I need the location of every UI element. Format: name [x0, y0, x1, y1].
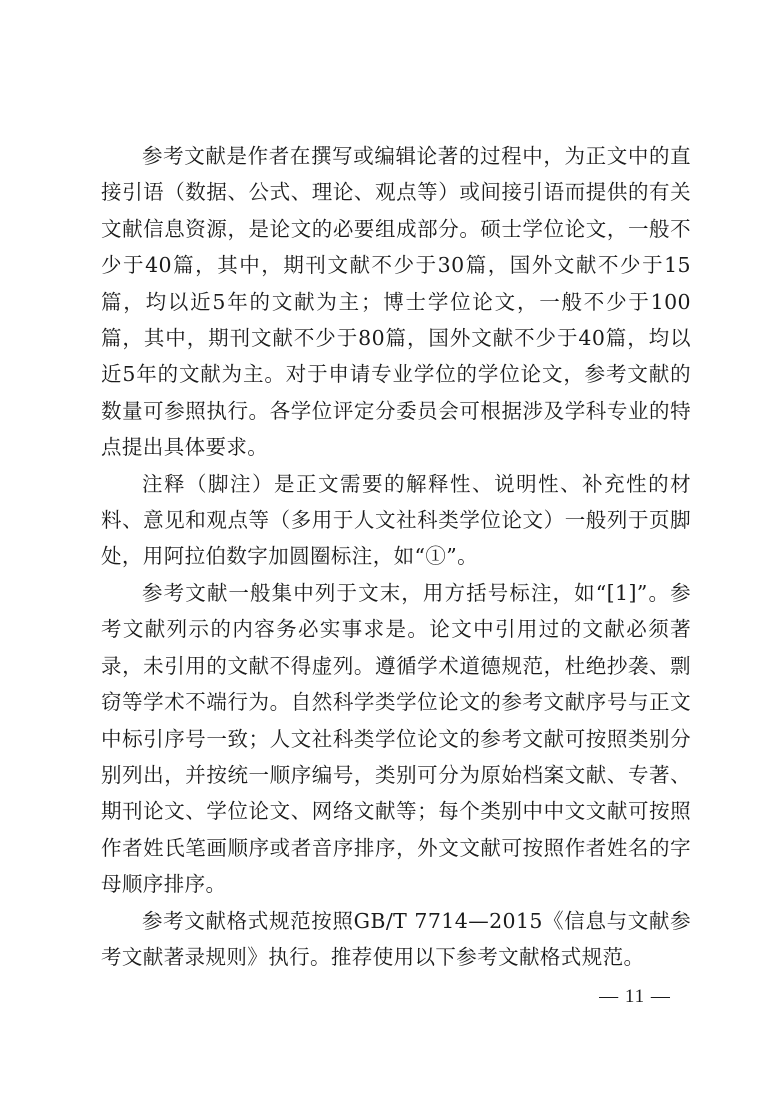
paragraph-reference-format: 参考文献格式规范按照GB/T 7714—2015《信息与文献参考文献著录规则》执行。推荐使用以下参考文献格式规范。	[101, 908, 691, 969]
body-text	[101, 138, 691, 975]
paragraph-references-definition: 参考文献是作者在撰写或编辑论著的过程中，为正文中的直接引语（数据、公式、理论、观点等）或间接引语而提供的有关文献信息资源，是论文的必要组成部分。硕士学位论文，一般不少于40篇，其中，期刊文献不少于30篇，国外文献不少于15篇，均以近5年的文献为主；博士学位论文，一般不少于100篇，其中，期刊文献不少于80篇，国外文献不少于40篇，均以近5年的文献为主。对于申请专业学位的学位论文，参考文献的数量可参照执行。各学位评定分委员会可根据涉及学科专业的特点提出具体要求。	[101, 144, 691, 460]
page-number: — 11 —	[599, 986, 671, 1007]
paragraph-footnotes: 注释（脚注）是正文需要的解释性、说明性、补充性的材料、意见和观点等（多用于人文社科类学位论文）一般列于页脚处，用阿拉伯数字加圆圈标注，如“①”。	[101, 471, 691, 569]
paragraph-reference-listing: 参考文献一般集中列于文末，用方括号标注，如“[1]”。参考文献列示的内容务必实事求是。论文中引用过的文献必须著录，未引用的文献不得虚列。遵循学术道德规范，杜绝抄袭、剽窃等学术不端行为。自然科学类学位论文的参考文献序号与正文中标引序号一致；人文社科类学位论文的参考文献可按照类别分别列出，并按统一顺序编号，类别可分为原始档案文献、专著、期刊论文、学位论文、网络文献等；每个类别中中文文献可按照作者姓氏笔画顺序或者音序排序，外文文献可按照作者姓名的字母顺序排序。	[101, 580, 691, 897]
